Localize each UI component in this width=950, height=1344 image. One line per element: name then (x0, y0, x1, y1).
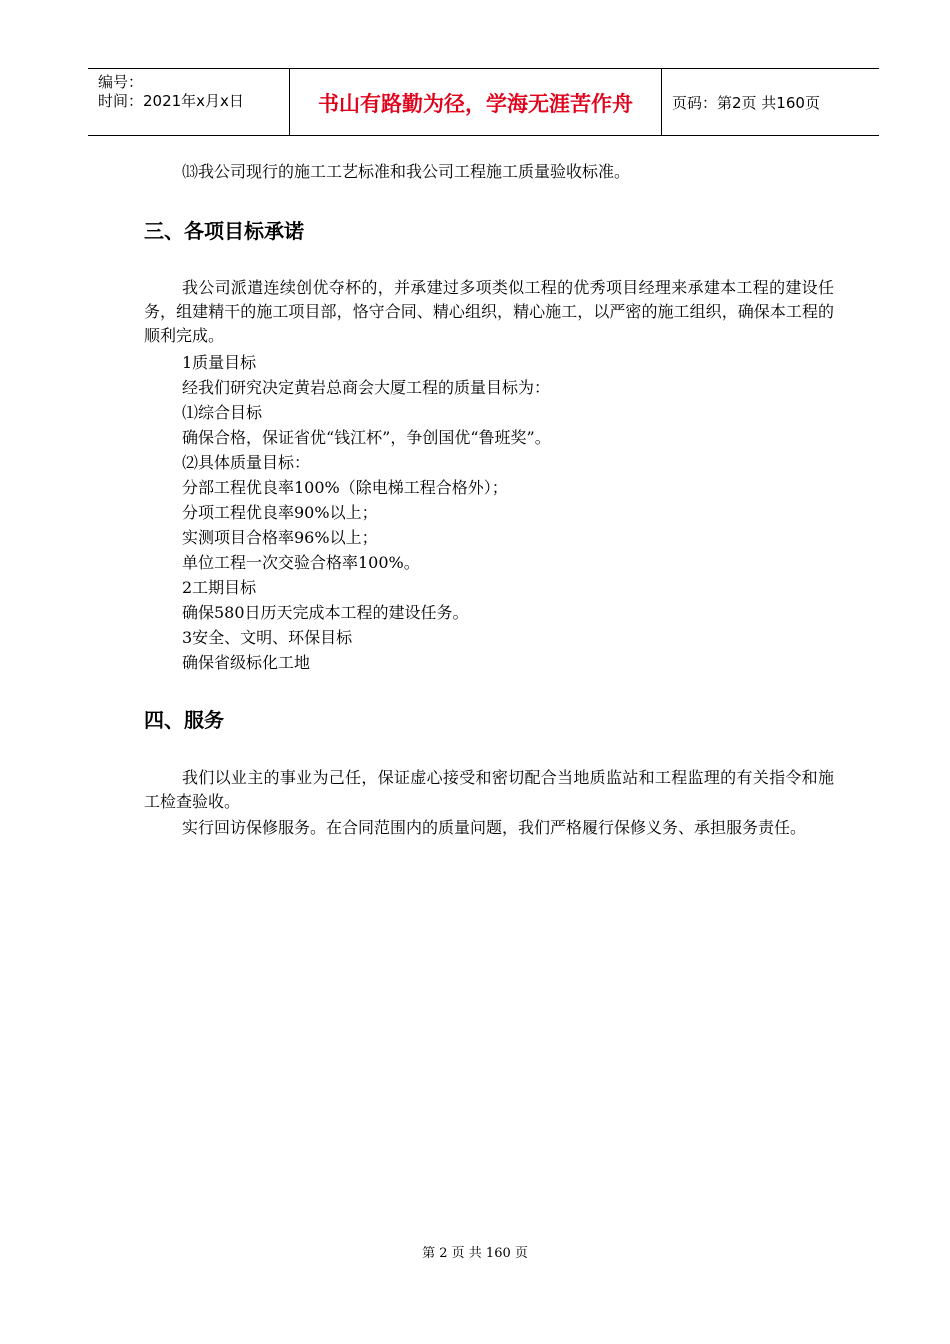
section-heading-goals: 三、各项目标承诺 (144, 219, 304, 243)
goal-line: ⑵具体质量目标： (182, 453, 311, 472)
header-page-cell (662, 69, 879, 135)
page-header (88, 68, 879, 136)
goal-line: 分部工程优良率100%（除电梯工程合格外）； (182, 478, 508, 497)
goal-line: 2工期目标 (182, 578, 257, 597)
goal-line: 分项工程优良率90%以上； (182, 503, 378, 522)
goal-line: 1质量目标 (182, 353, 257, 372)
goal-line: 确保合格，保证省优“钱江杯”，争创国优“鲁班奖”。 (182, 428, 551, 447)
section-goals-intro: 我公司派遣连续创优夺杯的，并承建过多项类似工程的优秀项目经理来承建本工程的建设任务，组建精干的施工项目部，恪守合同、精心组织，精心施工，以严密的施工组织，确保本工程的顺利完成。 (144, 278, 834, 345)
goal-line: 单位工程一次交验合格率100%。 (182, 553, 420, 572)
service-paragraph-2: 实行回访保修服务。在合同范围内的质量问题，我们严格履行保修义务、承担服务责任。 (182, 818, 807, 837)
goal-line: 3安全、文明、环保目标 (182, 628, 353, 647)
goal-line: 经我们研究决定黄岩总商会大厦工程的质量目标为： (182, 378, 551, 397)
list-item-13: ⒀我公司现行的施工工艺标准和我公司工程施工质量验收标准。 (182, 162, 631, 181)
document-number: 编号： (98, 73, 144, 91)
header-motto-cell (289, 69, 662, 135)
section-heading-service: 四、服务 (144, 708, 224, 732)
page-footer: 第 2 页 共 160 页 (422, 1246, 528, 1261)
goal-line: ⑴综合目标 (182, 403, 263, 422)
document-time: 时间：2021年x月x日 (98, 92, 244, 110)
header-motto: 书山有路勤为径，学海无涯苦作舟 (318, 92, 633, 116)
goal-line: 确保580日历天完成本工程的建设任务。 (182, 603, 469, 622)
goal-line: 确保省级标化工地 (182, 653, 311, 672)
service-paragraph-1: 我们以业主的事业为己任，保证虚心接受和密切配合当地质监站和工程监理的有关指令和施工检查验收。 (144, 768, 834, 811)
header-meta-cell (88, 69, 289, 135)
header-page-info: 页码：第2页 共160页 (672, 94, 820, 112)
goal-line: 实测项目合格率96%以上； (182, 528, 378, 547)
